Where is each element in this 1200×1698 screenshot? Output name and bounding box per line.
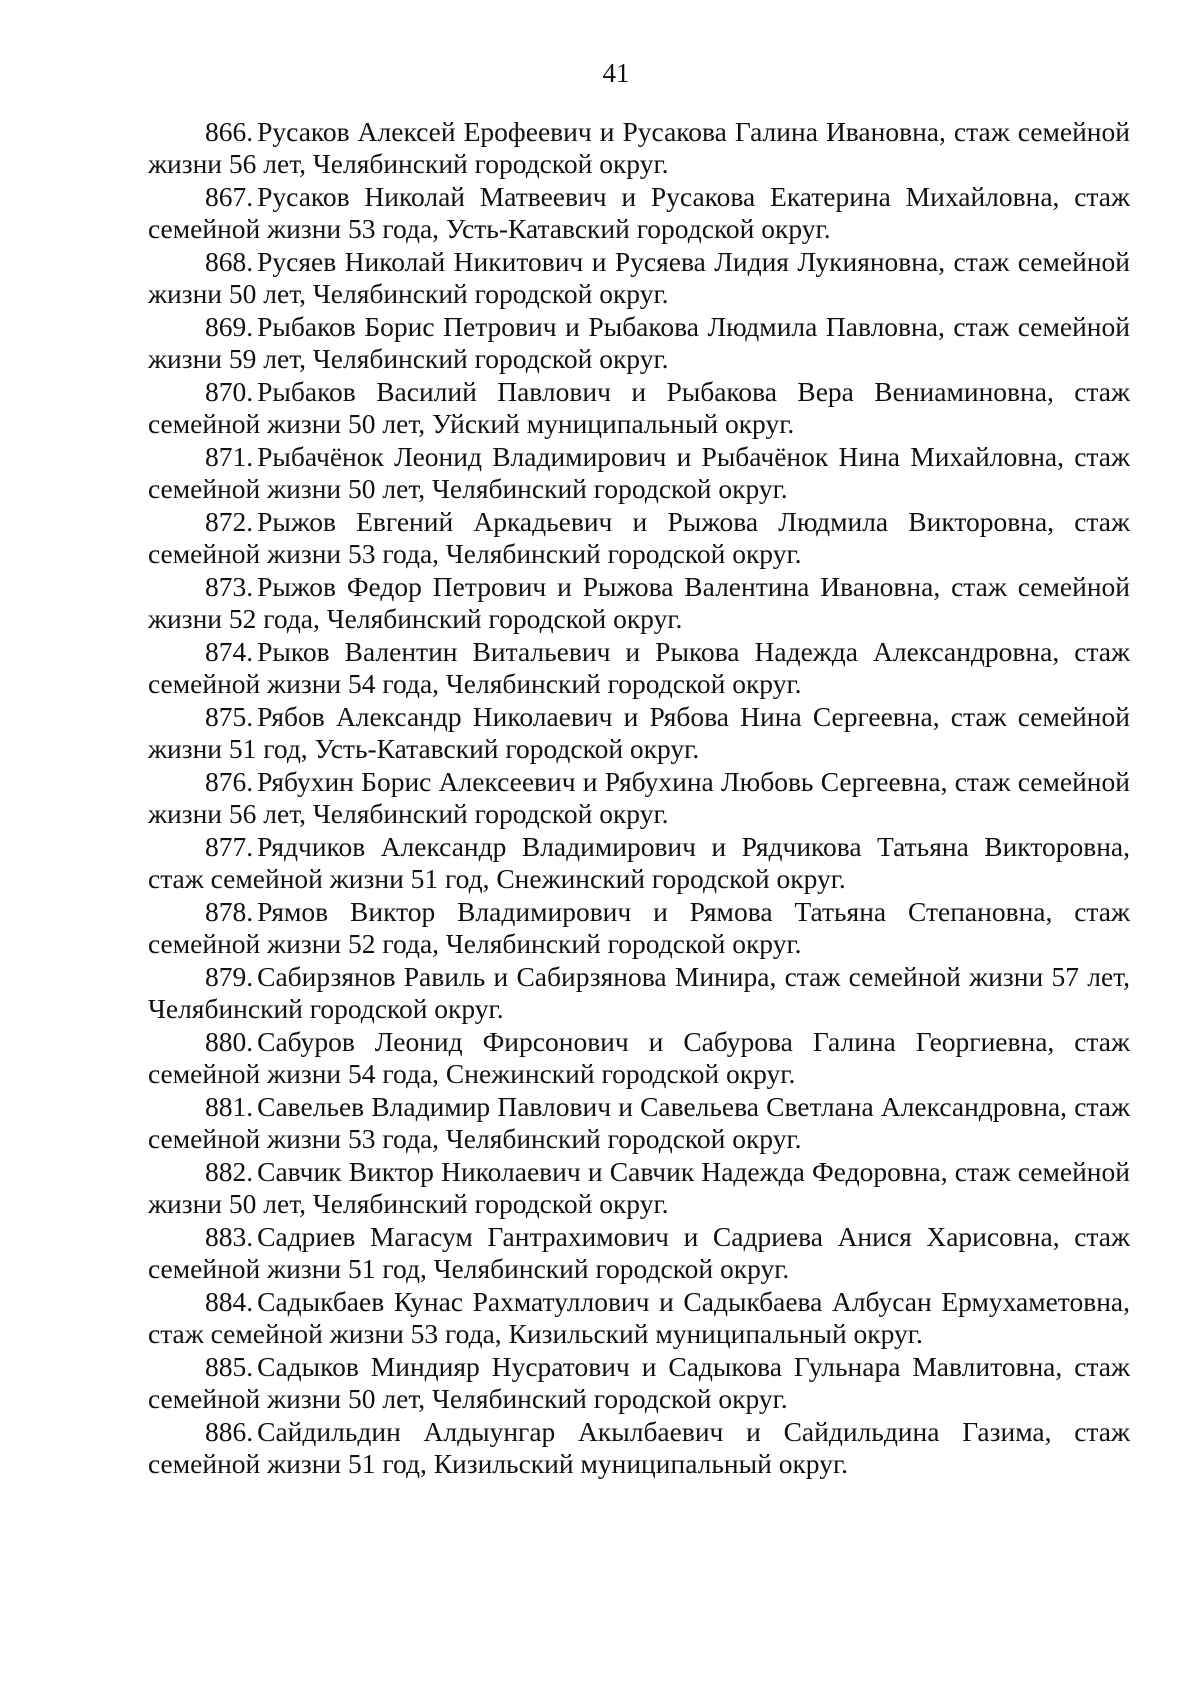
entry-text: Садыкбаев Кунас Рахматуллович и Садыкбаева Албусан Ермухаметовна, стаж семейной жизни 53 года, Кизильский муниципальный округ. — [148, 1286, 1130, 1349]
entry-number: 886. — [205, 1416, 254, 1447]
entry-text: Рыбаков Борис Петрович и Рыбакова Людмила Павловна, стаж семейной жизни 59 лет, Челябинский городской округ. — [148, 311, 1130, 374]
entry-text: Садыков Миндияр Нусратович и Садыкова Гульнара Мавлитовна, стаж семейной жизни 50 лет, Челябинский городской округ. — [148, 1351, 1130, 1414]
list-item — [148, 571, 1130, 635]
entry-text: Рыжов Федор Петрович и Рыжова Валентина Ивановна, стаж семейной жизни 52 года, Челябинский городской округ. — [148, 571, 1130, 634]
entry-number: 877. — [205, 831, 254, 862]
entry-number: 882. — [205, 1156, 254, 1187]
entry-text: Русяев Николай Никитович и Русяева Лидия Лукияновна, стаж семейной жизни 50 лет, Челябинский городской округ. — [148, 246, 1130, 309]
list-item — [148, 1351, 1130, 1415]
list-item — [148, 1416, 1130, 1480]
entry-number: 876. — [205, 766, 254, 797]
entry-text: Сабирзянов Равиль и Сабирзянова Минира, стаж семейной жизни 57 лет, Челябинский городской округ. — [148, 961, 1130, 1024]
entry-number: 874. — [205, 636, 254, 667]
entry-number: 880. — [205, 1026, 254, 1057]
entry-number: 871. — [205, 441, 254, 472]
entry-number: 883. — [205, 1221, 254, 1252]
entry-number: 873. — [205, 571, 254, 602]
entry-text: Савельев Владимир Павлович и Савельева Светлана Александровна, стаж семейной жизни 53 года, Челябинский городской округ. — [148, 1091, 1130, 1154]
list-item — [148, 636, 1130, 700]
list-item — [148, 766, 1130, 830]
entry-text: Русаков Николай Матвеевич и Русакова Екатерина Михайловна, стаж семейной жизни 53 года, Усть-Катавский городской округ. — [148, 181, 1130, 244]
entry-text: Рыжов Евгений Аркадьевич и Рыжова Людмила Викторовна, стаж семейной жизни 53 года, Челябинский городской округ. — [148, 506, 1130, 569]
list-item — [148, 896, 1130, 960]
list-item — [148, 701, 1130, 765]
entry-text: Рыков Валентин Витальевич и Рыкова Надежда Александровна, стаж семейной жизни 54 года, Челябинский городской округ. — [148, 636, 1130, 699]
award-list — [148, 116, 1130, 1481]
list-item — [148, 1221, 1130, 1285]
entry-text: Савчик Виктор Николаевич и Савчик Надежда Федоровна, стаж семейной жизни 50 лет, Челябинский городской округ. — [148, 1156, 1130, 1219]
list-item — [148, 311, 1130, 375]
list-item — [148, 246, 1130, 310]
entry-number: 885. — [205, 1351, 254, 1382]
entry-number: 875. — [205, 701, 254, 732]
list-item — [148, 1026, 1130, 1090]
list-item — [148, 1156, 1130, 1220]
entry-number: 870. — [205, 376, 254, 407]
entry-text: Рямов Виктор Владимирович и Рямова Татьяна Степановна, стаж семейной жизни 52 года, Челябинский городской округ. — [148, 896, 1130, 959]
list-item — [148, 441, 1130, 505]
list-item — [148, 506, 1130, 570]
entry-text: Рябухин Борис Алексеевич и Рябухина Любовь Сергеевна, стаж семейной жизни 56 лет, Челябинский городской округ. — [148, 766, 1130, 829]
page-number: 41 — [602, 58, 630, 88]
list-item — [148, 116, 1130, 180]
entry-text: Рядчиков Александр Владимирович и Рядчикова Татьяна Викторовна, стаж семейной жизни 51 год, Снежинский городской округ. — [148, 831, 1130, 894]
entry-number: 868. — [205, 246, 254, 277]
list-item — [148, 376, 1130, 440]
entry-text: Рыбачёнок Леонид Владимирович и Рыбачёнок Нина Михайловна, стаж семейной жизни 50 лет, Челябинский городской округ. — [148, 441, 1130, 504]
entry-text: Рыбаков Василий Павлович и Рыбакова Вера Вениаминовна, стаж семейной жизни 50 лет, Уйский муниципальный округ. — [148, 376, 1130, 439]
list-item — [148, 1286, 1130, 1350]
list-item — [148, 181, 1130, 245]
entry-text: Рябов Александр Николаевич и Рябова Нина Сергеевна, стаж семейной жизни 51 год, Усть-Катавский городской округ. — [148, 701, 1130, 764]
entry-text: Сайдильдин Алдыунгар Акылбаевич и Сайдильдина Газима, стаж семейной жизни 51 год, Кизильский муниципальный округ. — [148, 1416, 1130, 1479]
entry-number: 879. — [205, 961, 254, 992]
entry-text: Садриев Магасум Гантрахимович и Садриева Анися Харисовна, стаж семейной жизни 51 год, Челябинский городской округ. — [148, 1221, 1130, 1284]
entry-number: 869. — [205, 311, 254, 342]
entry-number: 881. — [205, 1091, 254, 1122]
list-item — [148, 961, 1130, 1025]
entry-number: 872. — [205, 506, 254, 537]
entry-text: Сабуров Леонид Фирсонович и Сабурова Галина Георгиевна, стаж семейной жизни 54 года, Снежинский городской округ. — [148, 1026, 1130, 1089]
entry-number: 866. — [205, 116, 254, 147]
list-item — [148, 831, 1130, 895]
entry-text: Русаков Алексей Ерофеевич и Русакова Галина Ивановна, стаж семейной жизни 56 лет, Челябинский городской округ. — [148, 116, 1130, 179]
entry-number: 878. — [205, 896, 254, 927]
list-item — [148, 1091, 1130, 1155]
entry-number: 867. — [205, 181, 254, 212]
entry-number: 884. — [205, 1286, 254, 1317]
